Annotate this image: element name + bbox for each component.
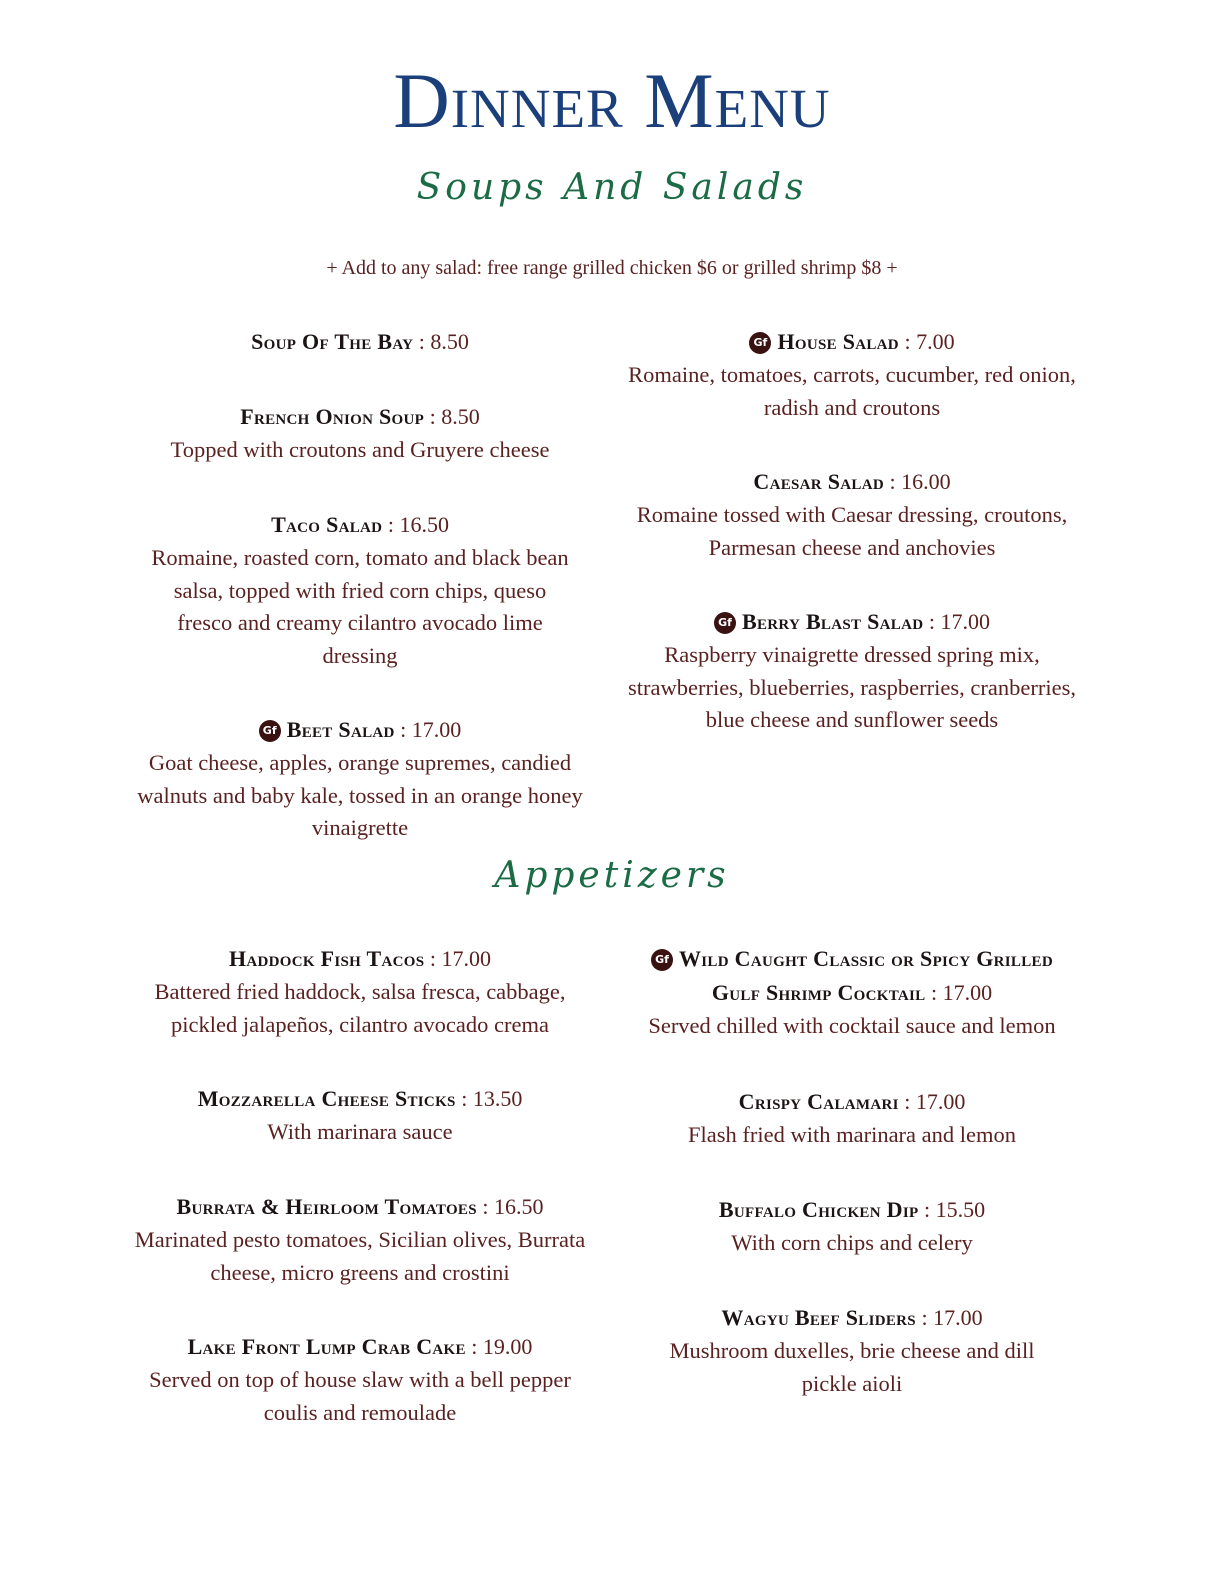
item-description: Served chilled with cocktail sauce and lemon bbox=[648, 1013, 1056, 1038]
item-name: Burrata & Heirloom Tomatoes bbox=[176, 1194, 477, 1219]
item-name: French Onion Soup bbox=[240, 404, 425, 429]
menu-item-taco-salad: Taco Salad : 16.50 Romaine, roasted corn, tomato and black bean salsa, topped with fried corn chips, queso fresco and creamy cilantro avocado lime dressing bbox=[120, 508, 600, 672]
item-price: 16.50 bbox=[399, 512, 449, 537]
item-price: 8.50 bbox=[441, 404, 480, 429]
menu-item-mozzarella-cheese-sticks: Mozzarella Cheese Sticks : 13.50 With marinara sauce bbox=[120, 1082, 600, 1149]
item-description: Romaine, roasted corn, tomato and black bean salsa, topped with fried corn chips, queso fresco and creamy cilantro avocado lime dressing bbox=[151, 545, 569, 668]
item-price: 16.00 bbox=[901, 469, 951, 494]
menu-item-burrata-heirloom-tomatoes: Burrata & Heirloom Tomatoes : 16.50 Marinated pesto tomatoes, Sicilian olives, Burrata cheese, micro greens and crostini bbox=[120, 1190, 600, 1289]
menu-item-beet-salad: Gf Beet Salad : 17.00 Goat cheese, apples, orange supremes, candied walnuts and baby kale, tossed in an orange honey vinaigrette bbox=[120, 713, 600, 845]
item-description: Served on top of house slaw with a bell pepper coulis and remoulade bbox=[149, 1367, 571, 1425]
item-description: Topped with croutons and Gruyere cheese bbox=[170, 437, 550, 462]
item-name: Lake Front Lump Crab Cake bbox=[187, 1334, 466, 1359]
item-price: 16.50 bbox=[494, 1194, 544, 1219]
item-name: Soup Of The Bay bbox=[251, 329, 414, 354]
item-name: Beet Salad bbox=[286, 717, 395, 742]
item-price: 15.50 bbox=[935, 1197, 986, 1222]
menu-item-berry-blast-salad: Gf Berry Blast Salad : 17.00 Raspberry vinaigrette dressed spring mix, strawberries, blueberries, raspberries, cranberries, blue cheese and sunflower seeds bbox=[612, 605, 1092, 737]
menu-item-soup-of-the-bay: Soup Of The Bay : 8.50 bbox=[251, 329, 469, 354]
item-price: 17.00 bbox=[933, 1305, 983, 1330]
item-name: Berry Blast Salad bbox=[742, 609, 924, 634]
item-description: With marinara sauce bbox=[267, 1119, 453, 1144]
item-description: Battered fried haddock, salsa fresca, cabbage, pickled jalapeños, cilantro avocado crema bbox=[154, 979, 566, 1037]
item-price: 17.00 bbox=[915, 1089, 966, 1114]
item-price: 19.00 bbox=[482, 1334, 533, 1359]
item-description: With corn chips and celery bbox=[731, 1230, 973, 1255]
gluten-free-icon: Gf bbox=[714, 612, 736, 634]
item-name: House Salad bbox=[777, 329, 899, 354]
item-name: Haddock Fish Tacos bbox=[228, 946, 425, 971]
item-name: Mozzarella Cheese Sticks bbox=[197, 1086, 456, 1111]
item-description: Goat cheese, apples, orange supremes, candied walnuts and baby kale, tossed in an orange honey vinaigrette bbox=[137, 750, 583, 840]
item-description: Marinated pesto tomatoes, Sicilian olives, Burrata cheese, micro greens and crostini bbox=[134, 1227, 586, 1285]
gluten-free-icon: Gf bbox=[749, 332, 771, 354]
menu-item-lake-front-crab-cake: Lake Front Lump Crab Cake : 19.00 Served on top of house slaw with a bell pepper coulis and remoulade bbox=[120, 1330, 600, 1429]
item-name: Crispy Calamari bbox=[738, 1089, 899, 1114]
item-description: Romaine, tomatoes, carrots, cucumber, red onion, radish and croutons bbox=[628, 362, 1076, 420]
gluten-free-icon: Gf bbox=[259, 720, 281, 742]
item-name-line2: Gulf Shrimp Cocktail bbox=[711, 980, 926, 1005]
item-price: 8.50 bbox=[430, 329, 469, 354]
menu-item-french-onion-soup: French Onion Soup : 8.50 Topped with croutons and Gruyere cheese bbox=[120, 400, 600, 467]
section-heading-appetizers: Appetizers bbox=[494, 855, 730, 896]
section-heading-soups-salads: Soups And Salads bbox=[416, 167, 808, 208]
item-price: 17.00 bbox=[942, 980, 993, 1005]
item-description: Mushroom duxelles, brie cheese and dill pickle aioli bbox=[669, 1338, 1035, 1396]
item-name: Taco Salad bbox=[271, 512, 383, 537]
item-name-line1: Wild Caught Classic or Spicy Grilled bbox=[679, 946, 1053, 971]
salad-addon-note: + Add to any salad: free range grilled chicken $6 or grilled shrimp $8 + bbox=[326, 257, 898, 279]
item-name: Wagyu Beef Sliders bbox=[721, 1305, 916, 1330]
menu-item-buffalo-chicken-dip: Buffalo Chicken Dip : 15.50 With corn chips and celery bbox=[612, 1193, 1092, 1260]
item-description: Raspberry vinaigrette dressed spring mix, strawberries, blueberries, raspberries, cranberries, blue cheese and sunflower seeds bbox=[628, 642, 1076, 732]
item-price: 7.00 bbox=[916, 329, 955, 354]
menu-item-crispy-calamari: Crispy Calamari : 17.00 Flash fried with marinara and lemon bbox=[612, 1085, 1092, 1152]
menu-title: Dinner Menu bbox=[393, 57, 831, 144]
menu-item-caesar-salad: Caesar Salad : 16.00 Romaine tossed with Caesar dressing, croutons, Parmesan cheese and anchovies bbox=[612, 465, 1092, 564]
menu-item-haddock-fish-tacos: Haddock Fish Tacos : 17.00 Battered fried haddock, salsa fresca, cabbage, pickled jalapeños, cilantro avocado crema bbox=[120, 942, 600, 1041]
menu-item-house-salad: Gf House Salad : 7.00 Romaine, tomatoes, carrots, cucumber, red onion, radish and croutons bbox=[612, 325, 1092, 424]
item-price: 17.00 bbox=[441, 946, 492, 971]
item-price: 17.00 bbox=[940, 609, 990, 634]
menu-item-wagyu-beef-sliders: Wagyu Beef Sliders : 17.00 Mushroom duxelles, brie cheese and dill pickle aioli bbox=[612, 1301, 1092, 1400]
item-description: Flash fried with marinara and lemon bbox=[687, 1122, 1017, 1147]
item-name: Caesar Salad bbox=[753, 469, 884, 494]
gluten-free-icon: Gf bbox=[651, 949, 673, 971]
item-name: Buffalo Chicken Dip bbox=[718, 1197, 919, 1222]
item-price: 17.00 bbox=[411, 717, 462, 742]
item-price: 13.50 bbox=[472, 1086, 523, 1111]
menu-item-gulf-shrimp-cocktail: Gf Wild Caught Classic or Spicy Grilled Gulf Shrimp Cocktail : 17.00 Served chilled with cocktail sauce and lemon bbox=[602, 942, 1102, 1043]
item-description: Romaine tossed with Caesar dressing, croutons, Parmesan cheese and anchovies bbox=[636, 502, 1068, 560]
